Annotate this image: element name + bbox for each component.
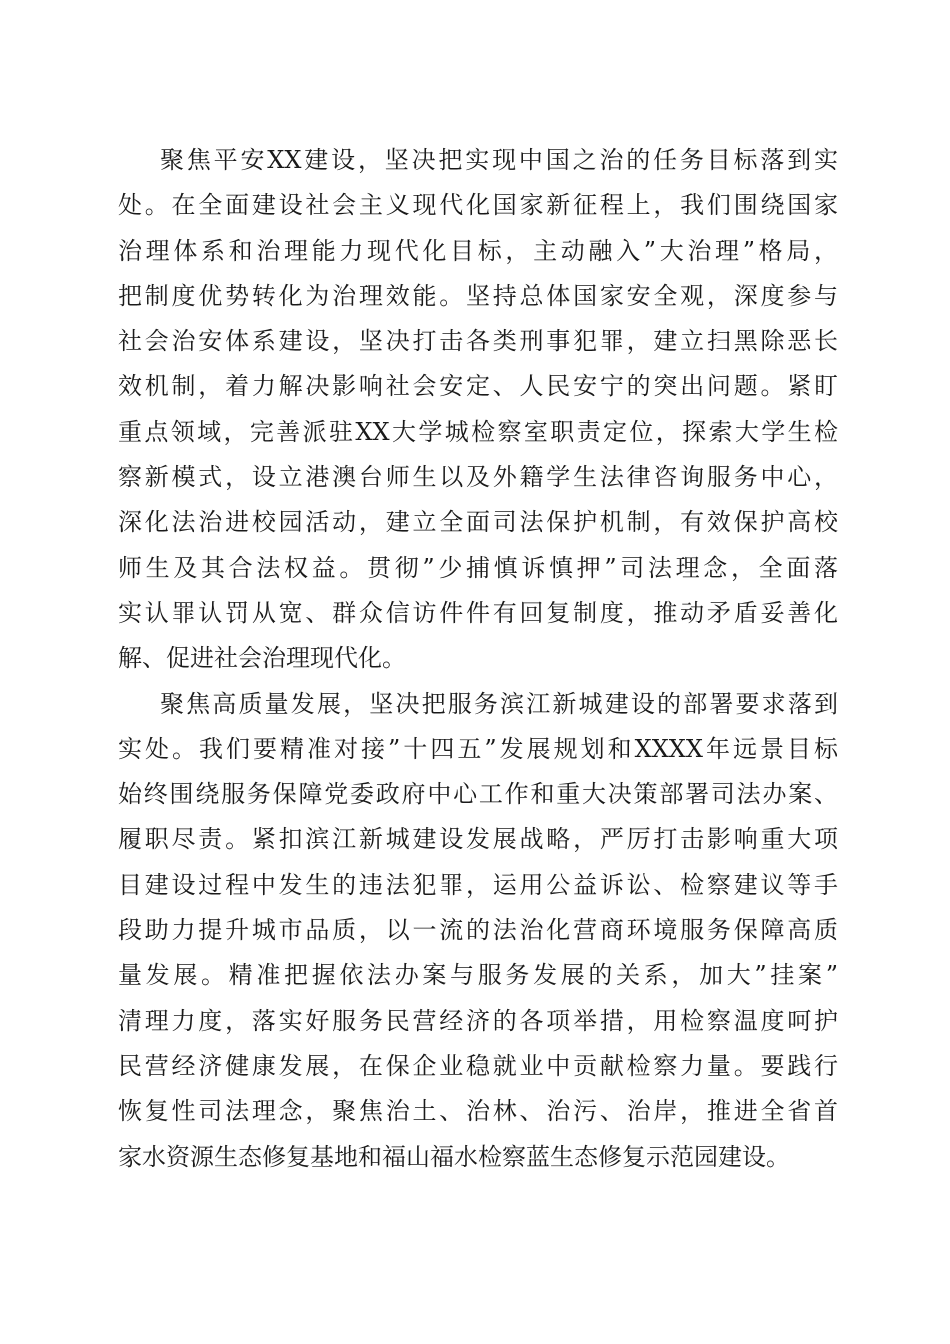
paragraph-line: 恢复性司法理念，聚焦治土、治林、治污、治岸，推进全省首 (118, 1097, 838, 1126)
paragraph-development (118, 682, 838, 1180)
paragraph-line: 处。在全面建设社会主义现代化国家新征程上，我们围绕国家 (118, 191, 838, 220)
paragraph-line: 师生及其合法权益。贯彻”少捕慎诉慎押”司法理念，全面落 (118, 553, 838, 582)
paragraph-line: 深化法治进校园活动，建立全面司法保护机制，有效保护高校 (118, 508, 838, 537)
paragraph-line: 清理力度，落实好服务民营经济的各项举措，用检察温度呵护 (118, 1006, 838, 1035)
paragraph-line: 重点领域，完善派驻XX大学城检察室职责定位，探索大学生检 (118, 417, 838, 446)
paragraph-line: 效机制，着力解决影响社会安定、人民安宁的突出问题。紧盯 (118, 372, 838, 401)
paragraph-line: 解、促进社会治理现代化。 (118, 644, 406, 673)
paragraph-line: 始终围绕服务保障党委政府中心工作和重大决策部署司法办案、 (118, 780, 838, 809)
paragraph-line: 实处。我们要精准对接”十四五”发展规划和XXXX年远景目标 (118, 734, 838, 763)
paragraph-line: 聚焦高质量发展，坚决把服务滨江新城建设的部署要求落到 (160, 689, 838, 718)
document-body (118, 138, 838, 1180)
paragraph-line: 聚焦平安XX建设，坚决把实现中国之治的任务目标落到实 (160, 146, 838, 174)
paragraph-line: 量发展。精准把握依法办案与服务发展的关系，加大”挂案” (118, 961, 838, 990)
paragraph-line: 目建设过程中发生的违法犯罪，运用公益诉讼、检察建议等手 (118, 870, 838, 899)
paragraph-line: 察新模式，设立港澳台师生以及外籍学生法律咨询服务中心， (118, 463, 838, 492)
paragraph-line: 治理体系和治理能力现代化目标，主动融入”大治理”格局， (118, 236, 838, 265)
paragraph-line: 实认罪认罚从宽、群众信访件件有回复制度，推动矛盾妥善化 (118, 598, 838, 627)
paragraph-line: 把制度优势转化为治理效能。坚持总体国家安全观，深度参与 (118, 281, 838, 310)
paragraph-safety (118, 138, 838, 682)
paragraph-line: 家水资源生态修复基地和福山福水检察蓝生态修复示范园建设。 (118, 1142, 790, 1171)
paragraph-line: 民营经济健康发展，在保企业稳就业中贡献检察力量。要践行 (118, 1051, 838, 1080)
paragraph-line: 履职尽责。紧扣滨江新城建设发展战略，严厉打击影响重大项 (118, 825, 838, 854)
paragraph-line: 段助力提升城市品质，以一流的法治化营商环境服务保障高质 (118, 916, 838, 945)
paragraph-line: 社会治安体系建设，坚决打击各类刑事犯罪，建立扫黑除恶长 (118, 327, 838, 356)
